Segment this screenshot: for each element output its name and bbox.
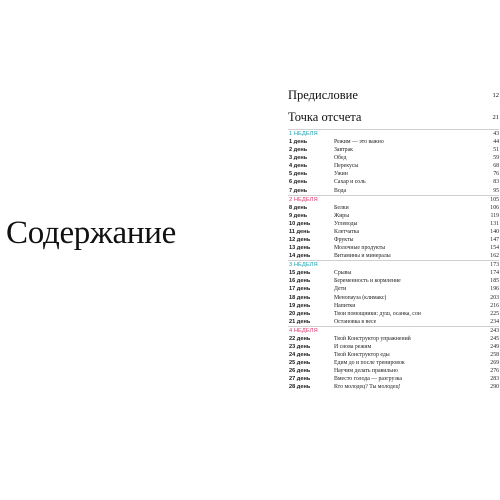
page-number: 185	[490, 278, 499, 285]
toc-day-entry[interactable]	[288, 146, 499, 154]
toc-day-entry[interactable]	[288, 162, 499, 170]
page-number: 249	[490, 344, 499, 351]
day-title: Фрукты	[334, 237, 354, 244]
toc-day-list	[288, 129, 499, 392]
table-of-contents	[288, 87, 499, 392]
day-number: 20 день	[289, 310, 311, 317]
day-number: 6 день	[289, 179, 308, 186]
day-title: Обед	[334, 155, 347, 162]
day-number: 25 день	[289, 360, 311, 367]
toc-day-entry[interactable]	[288, 302, 499, 310]
toc-week-header[interactable]	[288, 260, 499, 269]
page-number: 216	[490, 302, 499, 309]
toc-day-entry[interactable]	[288, 375, 499, 383]
toc-day-entry[interactable]	[288, 220, 499, 228]
page-number: 83	[493, 179, 499, 186]
toc-day-entry[interactable]	[288, 236, 499, 244]
toc-entry-title: Точка отсчета	[288, 110, 362, 124]
day-number: 11 день	[289, 228, 310, 235]
day-title: И снова режим	[334, 344, 372, 351]
day-title: Вода	[334, 187, 347, 194]
toc-day-entry[interactable]	[288, 228, 499, 236]
page-number: 147	[490, 237, 499, 244]
day-number: 17 день	[289, 286, 311, 293]
toc-week-header[interactable]	[288, 195, 499, 204]
day-title: Твой Конструктор еды	[334, 352, 390, 359]
toc-week-header[interactable]	[288, 129, 499, 138]
page-number: 44	[493, 139, 499, 146]
page-number: 51	[493, 147, 499, 154]
day-number: 3 день	[289, 155, 308, 162]
page-number: 162	[490, 253, 499, 260]
page-number: 245	[490, 335, 499, 342]
day-title: Научим делать правильно	[334, 368, 398, 375]
toc-day-entry[interactable]	[288, 318, 499, 326]
day-number: 19 день	[289, 302, 311, 309]
day-number: 7 день	[289, 187, 308, 194]
toc-day-entry[interactable]	[288, 204, 499, 212]
toc-entry-page: 12	[492, 92, 499, 99]
page-number: 95	[493, 187, 499, 194]
day-number: 23 день	[289, 344, 311, 351]
day-title: Жиры	[334, 212, 350, 219]
toc-day-entry[interactable]	[288, 138, 499, 146]
toc-entry-title: Предисловие	[288, 88, 358, 102]
page-number: 269	[490, 360, 499, 367]
page-number: 225	[490, 310, 499, 317]
day-number: 2 день	[289, 147, 308, 154]
page-number: 68	[493, 163, 499, 170]
day-number: 16 день	[289, 278, 311, 285]
toc-day-entry[interactable]	[288, 187, 499, 195]
page-number: 243	[490, 327, 499, 334]
page-number: 140	[490, 228, 499, 235]
page-number: 154	[490, 245, 499, 252]
day-number: 28 день	[289, 384, 311, 391]
page-number: 173	[490, 262, 499, 269]
page-number: 131	[490, 220, 499, 227]
day-title: Кто молодец? Ты молодец!	[334, 384, 401, 391]
day-title: Менопауза (климакс)	[334, 294, 387, 301]
day-title: Беременность и кормление	[334, 278, 401, 285]
day-number: 18 день	[289, 294, 311, 301]
day-number: 5 день	[289, 171, 308, 178]
day-number: 9 день	[289, 212, 308, 219]
day-number: 26 день	[289, 368, 311, 375]
toc-day-entry[interactable]	[288, 343, 499, 351]
day-title: Твои помощники: душ, осанка, сон	[334, 310, 421, 317]
day-number: 10 день	[289, 220, 311, 227]
day-title: Дети	[334, 286, 347, 293]
day-title: Завтрак	[334, 147, 353, 154]
page-number: 234	[490, 318, 499, 325]
page-number: 106	[490, 204, 499, 211]
toc-week-header[interactable]	[288, 326, 499, 335]
week-label: 1 НЕДЕЛЯ	[289, 131, 318, 137]
page-title: Содержание	[6, 215, 176, 251]
toc-day-entry[interactable]	[288, 212, 499, 220]
day-title: Остановка в весе	[334, 318, 377, 325]
page-number: 258	[490, 352, 499, 359]
day-number: 14 день	[289, 253, 311, 260]
toc-day-entry[interactable]	[288, 244, 499, 252]
page-number: 119	[490, 212, 499, 219]
toc-day-entry[interactable]	[288, 154, 499, 162]
week-label: 2 НЕДЕЛЯ	[289, 196, 318, 203]
day-title: Витамины и минералы	[334, 253, 391, 260]
toc-day-entry[interactable]	[288, 285, 499, 293]
day-title: Твой Конструктор упражнений	[334, 335, 411, 342]
page-number: 276	[490, 368, 499, 375]
day-number: 12 день	[289, 237, 311, 244]
day-title: Сахар и соль	[334, 179, 366, 186]
page-number: 43	[493, 131, 499, 137]
toc-entry-preface[interactable]	[288, 87, 499, 104]
day-number: 4 день	[289, 163, 308, 170]
week-label: 4 НЕДЕЛЯ	[289, 327, 318, 334]
day-title: Ужин	[334, 171, 348, 178]
toc-day-entry[interactable]	[288, 170, 499, 178]
page-number: 283	[490, 376, 499, 383]
day-number: 13 день	[289, 245, 311, 252]
toc-entry-starting-point[interactable]	[288, 109, 499, 126]
day-title: Клетчатка	[334, 228, 360, 235]
toc-day-entry[interactable]	[288, 351, 499, 359]
toc-day-entry[interactable]	[288, 335, 499, 343]
toc-day-entry[interactable]	[288, 277, 499, 285]
page-number: 59	[493, 155, 499, 162]
toc-day-entry[interactable]	[288, 252, 499, 260]
day-number: 8 день	[289, 204, 308, 211]
page-number: 203	[490, 294, 499, 301]
day-number: 1 день	[289, 139, 308, 146]
toc-day-entry[interactable]	[288, 178, 499, 186]
day-title: Перекусы	[334, 163, 359, 170]
day-title: Напитки	[334, 302, 356, 309]
toc-day-entry[interactable]	[288, 367, 499, 375]
page-number: 105	[490, 196, 499, 203]
toc-day-entry[interactable]	[288, 269, 499, 277]
toc-day-entry[interactable]	[288, 359, 499, 367]
toc-day-entry[interactable]	[288, 383, 499, 391]
page-number: 76	[493, 171, 499, 178]
day-title: Едим до и после тренировок	[334, 360, 405, 367]
day-number: 15 день	[289, 270, 311, 277]
toc-day-entry[interactable]	[288, 310, 499, 318]
day-number: 22 день	[289, 335, 311, 342]
day-number: 27 день	[289, 376, 311, 383]
day-title: Режим — это важно	[334, 139, 384, 146]
day-number: 21 день	[289, 318, 311, 325]
toc-entry-page: 21	[492, 114, 499, 121]
week-label: 3 НЕДЕЛЯ	[289, 262, 318, 269]
toc-day-entry[interactable]	[288, 294, 499, 302]
page-number: 290	[490, 384, 499, 391]
day-title: Молочные продукты	[334, 245, 386, 252]
page-number: 174	[490, 270, 499, 277]
day-title: Вместо голода — разгрузка	[334, 376, 402, 383]
day-title: Белки	[334, 204, 349, 211]
day-number: 24 день	[289, 352, 311, 359]
page-number: 196	[490, 286, 499, 293]
day-title: Углеводы	[334, 220, 358, 227]
day-title: Срывы	[334, 270, 352, 277]
